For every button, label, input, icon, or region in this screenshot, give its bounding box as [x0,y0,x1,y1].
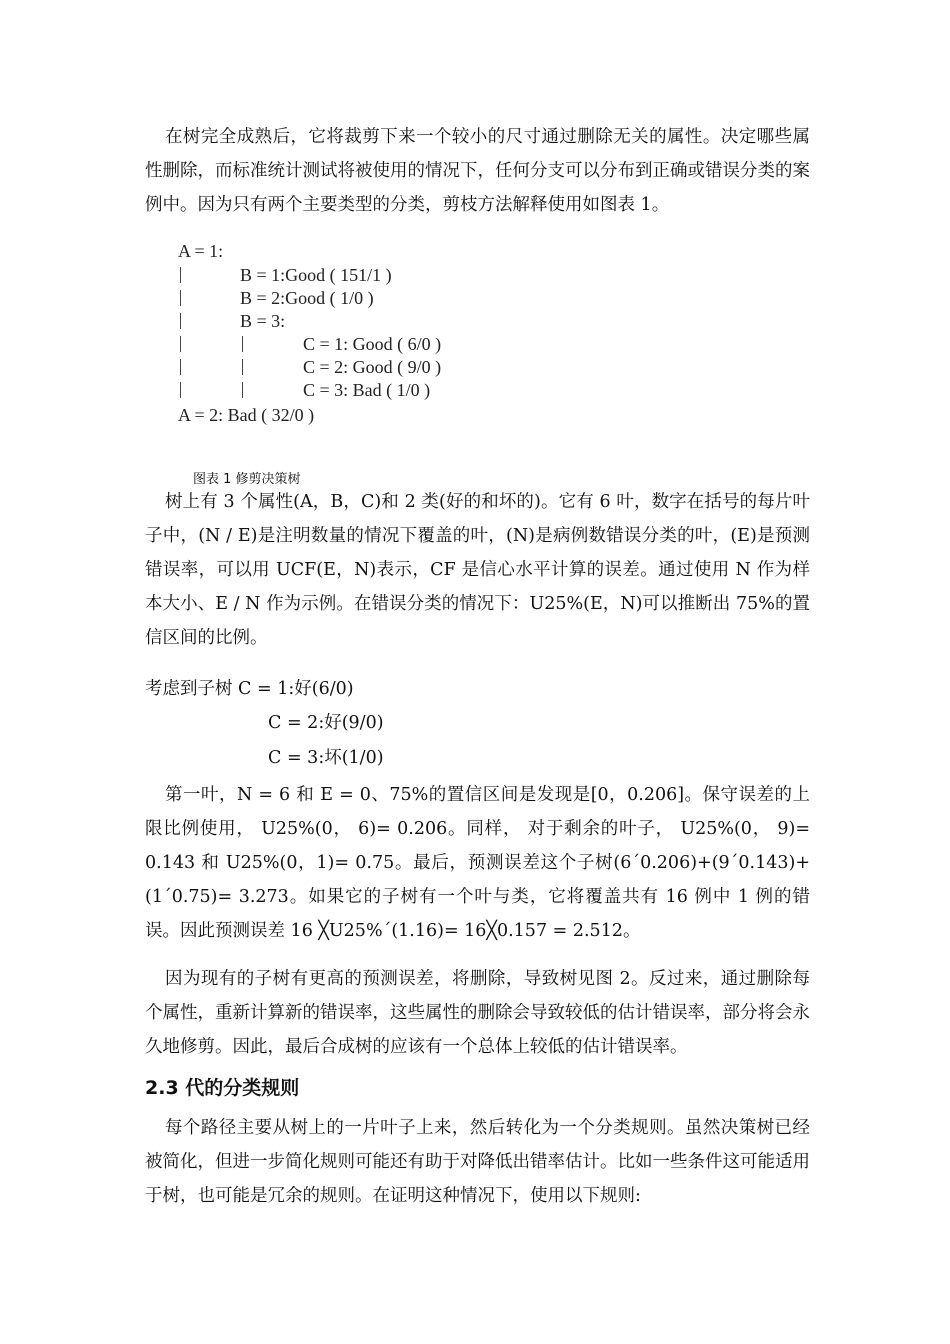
tree-branch-line [180,382,181,398]
tree-branch-line [180,359,181,375]
tree-branch-line [180,313,181,329]
tree-branch-line [242,359,243,375]
paragraph-classification-rules: 每个路径主要从树上的一片叶子上来，然后转化为一个分类规则。虽然决策树已经被简化，但进一步简化规则可能还有助于对降低出错率估计。比如一些条件这可能适用于树，也可能是冗余的规则。在证明这种情况下，使用以下规则: [145,1118,810,1206]
tree-branch-line [242,336,243,352]
tree-node-c1: C = 1: Good ( 6/0 ) [303,334,442,354]
figure-caption: 图表 1 修剪决策树 [193,472,301,487]
paragraph-pruning-result: 因为现有的子树有更高的预测误差，将删除，导致树见图 2。反过来，通过删除每个属性，重新计算新的错误率，这些属性的删除会导致较低的估计错误率，部分将会永久地修剪。因此，最后合成树的应该有一个总体上较低的估计错误率。 [145,969,810,1057]
subtree-line-3: C = 3:坏(1/0) [268,748,384,768]
tree-branch-line [242,382,243,398]
paragraph-tree-attributes: 树上有 3 个属性(A，B，C)和 2 类(好的和坏的)。它有 6 叶，数字在括号的每片叶子中，(N / E)是注明数量的情况下覆盖的叶，(N)是病例数错误分类的叶，(E)是预测错误率，可以用 UCF(E，N)表示，CF 是信心水平计算的误差。通过使用 N 作为样本大小、E / N 作为示例。在错误分类的情况下：U25%(E，N)可以推断出 75%的置信区间的比例。 [145,492,810,648]
section-heading: 2.3 代的分类规则 [145,1077,300,1099]
tree-node-c3: C = 3: Bad ( 1/0 ) [303,380,431,400]
tree-node-b1: B = 1:Good ( 151/1 ) [240,265,392,285]
tree-node-a2: A = 2: Bad ( 32/0 ) [178,405,315,425]
paragraph-error-estimation: 第一叶，N = 6 和 E = 0、75%的置信区间是发现是[0，0.206]。保守误差的上限比例使用， U25%(0， 6)= 0.206。同样， 对于剩余的叶子， U25%(0， 9)= 0.143 和 U25%(0，1)= 0.75。最后，预测误差这个子树(6´0.206)+(9´0.143)+(1´0.75)= 3.273。如果它的子树有一个叶与类，它将覆盖共有 16 例中 1 例的错误。因此预测误差 16 ╳U25%´(1.16)= 16╳0.157 = 2.512。 [145,785,810,941]
paragraph-pruning-intro: 在树完全成熟后，它将裁剪下来一个较小的尺寸通过删除无关的属性。决定哪些属性删除，而标准统计测试将被使用的情况下，任何分支可以分布到正确或错误分类的案例中。因为只有两个主要类型的分类，剪枝方法解释使用如图表 1。 [145,127,810,215]
tree-branch-line [180,290,181,306]
tree-node-c2: C = 2: Good ( 9/0 ) [303,357,442,377]
subtree-line-1: 考虑到子树 C = 1:好(6/0) [145,679,354,699]
tree-branch-line [180,267,181,283]
tree-branch-line [180,336,181,352]
subtree-line-2: C = 2:好(9/0) [268,713,384,733]
tree-node-b3: B = 3: [240,311,286,331]
tree-node-b2: B = 2:Good ( 1/0 ) [240,288,374,308]
tree-node-a1: A = 1: [178,241,224,261]
